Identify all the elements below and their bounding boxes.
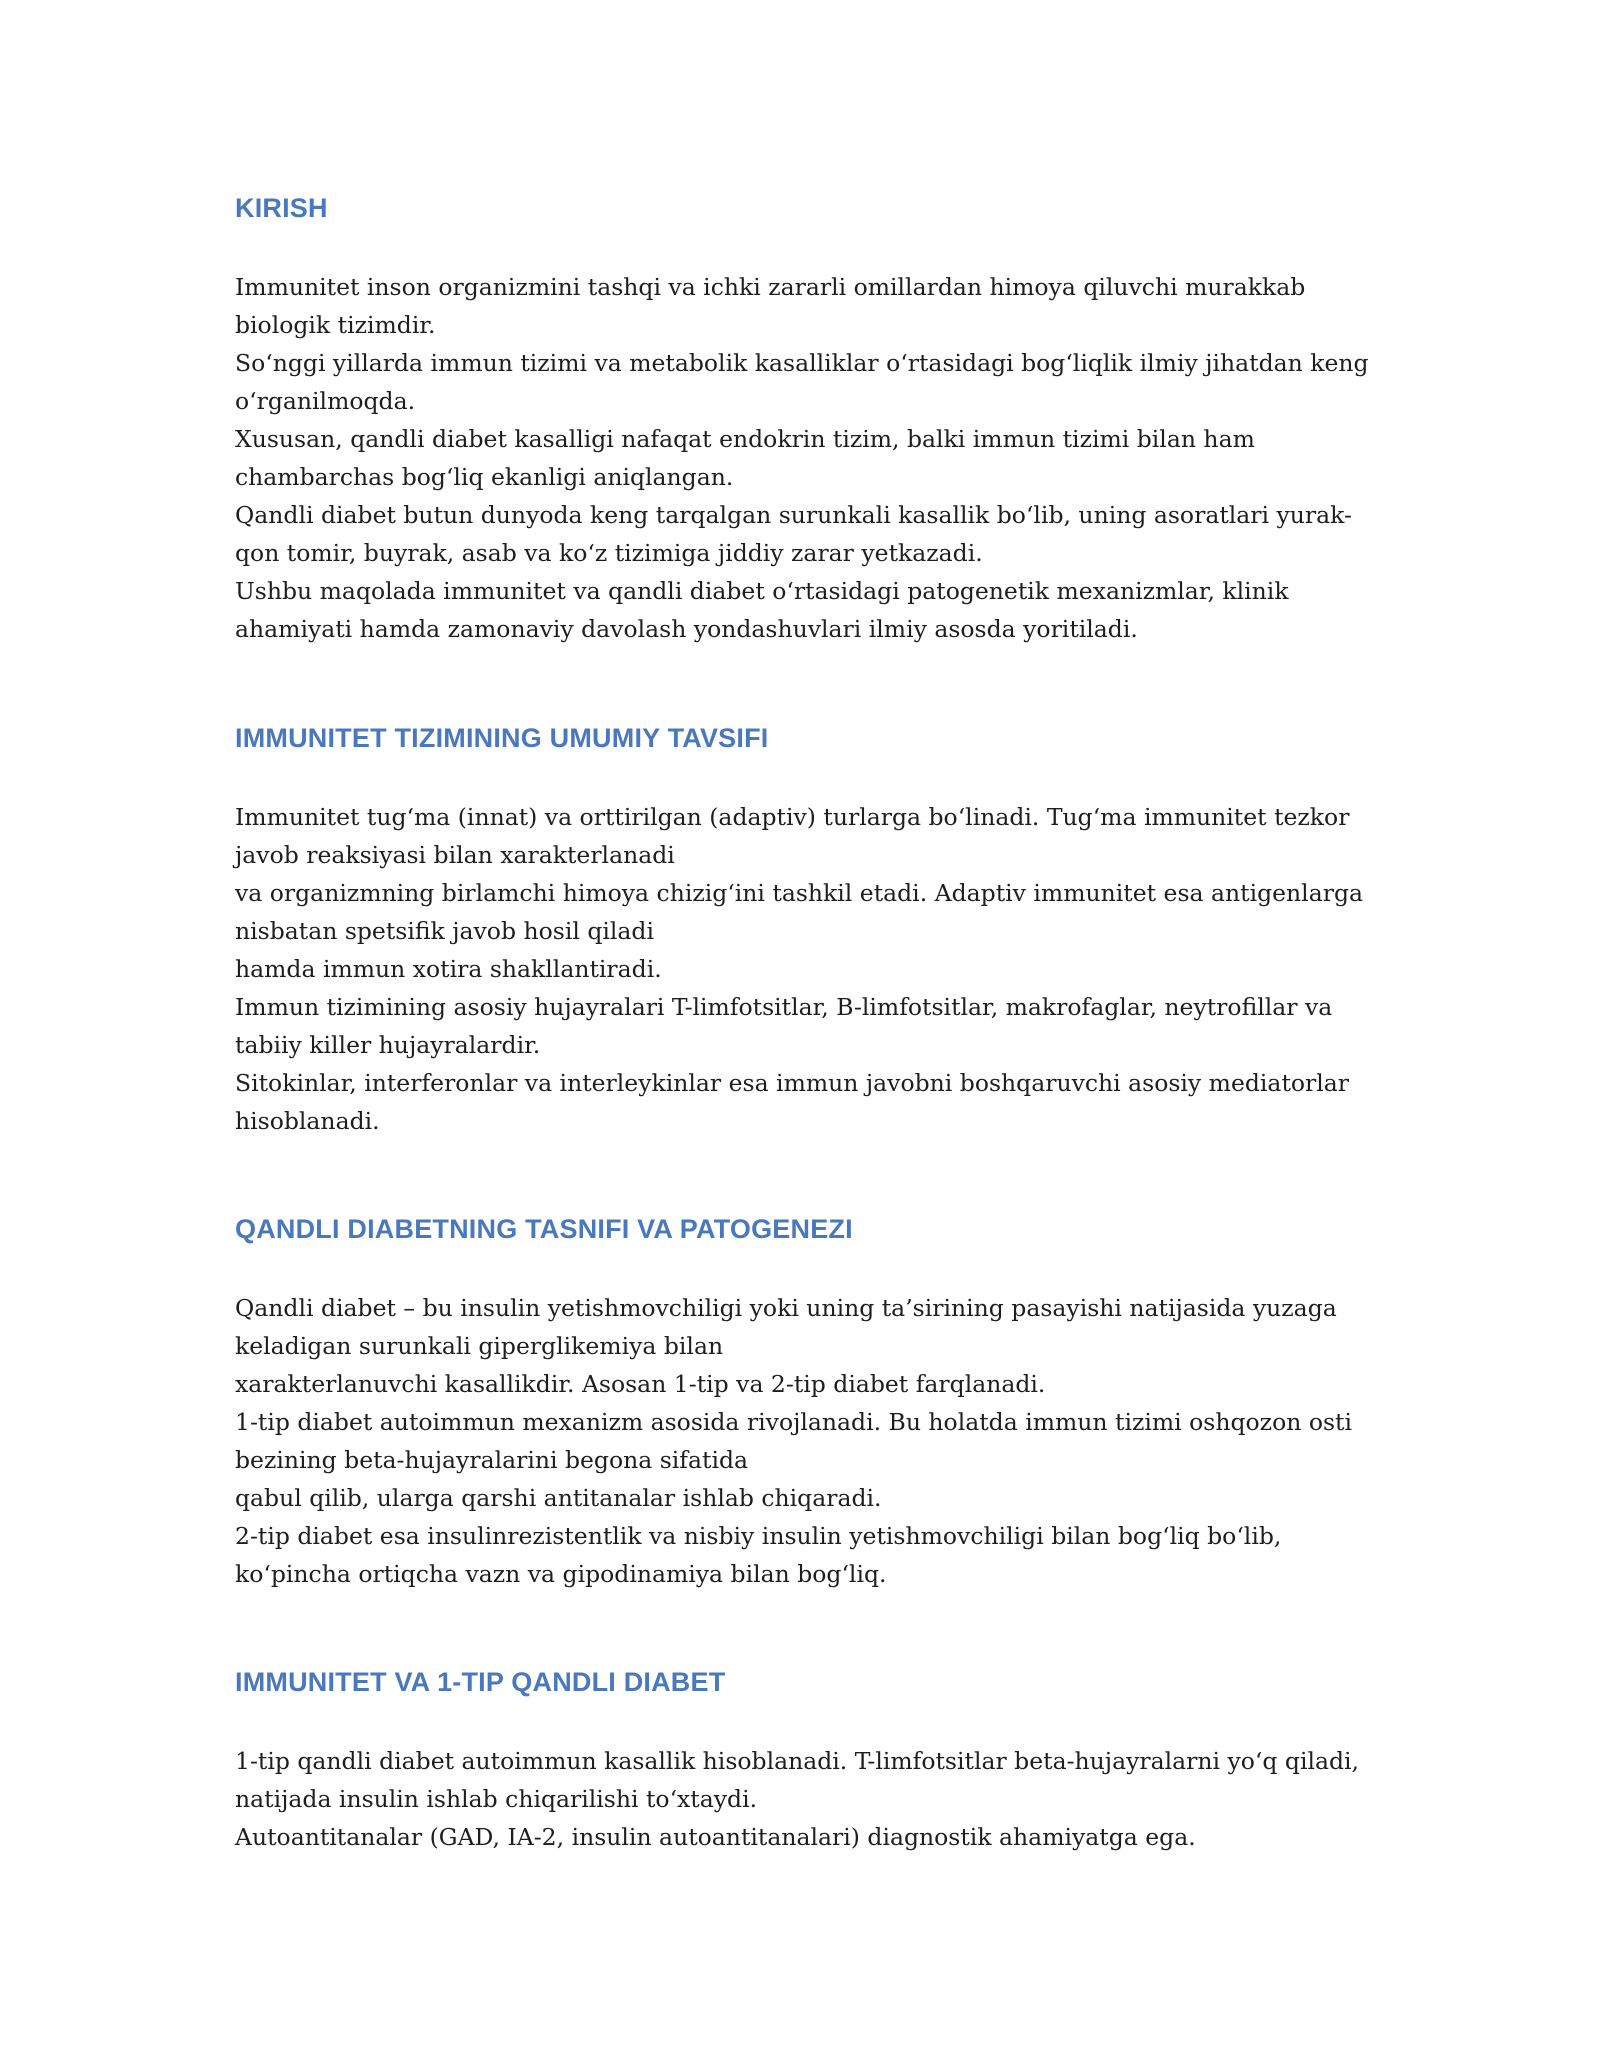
paragraph-line: Immun tizimining asosiy hujayralari T-limfotsitlar, B-limfotsitlar, makrofaglar, neytrofillar va bbox=[235, 993, 1333, 1021]
paragraph-line: Xususan, qandli diabet kasalligi nafaqat endokrin tizim, balki immun tizimi bilan ham bbox=[235, 425, 1255, 453]
section-immunitet-1-tip bbox=[235, 1666, 1359, 1856]
paragraph-line: keladigan surunkali giperglikemiya bilan bbox=[235, 1332, 724, 1360]
paragraph-line: qabul qilib, ularga qarshi antitanalar ishlab chiqaradi. bbox=[235, 1484, 882, 1512]
section-qandli-diabet-tasnifi bbox=[235, 1213, 1352, 1593]
paragraph-line: ahamiyati hamda zamonaviy davolash yondashuvlari ilmiy asosda yoritiladi. bbox=[235, 615, 1138, 643]
paragraph-line: ko‘pincha ortiqcha vazn va gipodinamiya bilan bog‘liq. bbox=[235, 1560, 887, 1588]
paragraph-line: xarakterlanuvchi kasallikdir. Asosan 1-tip va 2-tip diabet farqlanadi. bbox=[235, 1370, 1046, 1398]
paragraph-line: qon tomir, buyrak, asab va ko‘z tizimiga jiddiy zarar yetkazadi. bbox=[235, 539, 983, 567]
paragraph-line: hamda immun xotira shakllantiradi. bbox=[235, 955, 662, 983]
paragraph-line: Sitokinlar, interferonlar va interleykinlar esa immun javobni boshqaruvchi asosiy mediatorlar bbox=[235, 1069, 1350, 1097]
paragraph-line: Qandli diabet butun dunyoda keng tarqalgan surunkali kasallik bo‘lib, uning asoratlari yurak- bbox=[235, 501, 1352, 529]
paragraph-line: So‘nggi yillarda immun tizimi va metabolik kasalliklar o‘rtasidagi bog‘liqlik ilmiy jihatdan keng bbox=[235, 349, 1369, 377]
section-heading: IMMUNITET TIZIMINING UMUMIY TAVSIFI bbox=[235, 723, 769, 753]
paragraph-line: Qandli diabet – bu insulin yetishmovchiligi yoki uning ta’sirining pasayishi natijasida yuzaga bbox=[235, 1294, 1337, 1322]
paragraph-line: Ushbu maqolada immunitet va qandli diabet o‘rtasidagi patogenetik mexanizmlar, klinik bbox=[235, 577, 1289, 605]
section-immunitet-tizimi bbox=[235, 722, 1363, 1140]
section-body bbox=[235, 798, 1363, 1140]
paragraph-line: chambarchas bog‘liq ekanligi aniqlangan. bbox=[235, 463, 734, 491]
paragraph-line: Immunitet tug‘ma (innat) va orttirilgan (adaptiv) turlarga bo‘linadi. Tug‘ma immunitet tezkor bbox=[235, 803, 1350, 831]
paragraph-line: hisoblanadi. bbox=[235, 1107, 380, 1135]
section-heading: QANDLI DIABETNING TASNIFI VA PATOGENEZI bbox=[235, 1214, 853, 1244]
paragraph-line: 2-tip diabet esa insulinrezistentlik va nisbiy insulin yetishmovchiligi bilan bog‘liq bo‘lib, bbox=[235, 1522, 1282, 1550]
paragraph-line: va organizmning birlamchi himoya chizig‘ini tashkil etadi. Adaptiv immunitet esa antigenlarga bbox=[235, 879, 1363, 907]
paragraph-line: Immunitet inson organizmini tashqi va ichki zararli omillardan himoya qiluvchi murakkab bbox=[235, 273, 1306, 301]
paragraph-line: tabiiy killer hujayralardir. bbox=[235, 1031, 541, 1059]
paragraph-line: bezining beta-hujayralarini begona sifatida bbox=[235, 1446, 749, 1474]
section-kirish bbox=[235, 192, 1369, 648]
section-body bbox=[235, 1289, 1352, 1593]
paragraph-line: 1-tip qandli diabet autoimmun kasallik hisoblanadi. T-limfotsitlar beta-hujayralarni yo‘q qiladi, bbox=[235, 1747, 1360, 1775]
paragraph-line: 1-tip diabet autoimmun mexanizm asosida rivojlanadi. Bu holatda immun tizimi oshqozon osti bbox=[235, 1408, 1352, 1436]
paragraph-line: javob reaksiyasi bilan xarakterlanadi bbox=[235, 841, 675, 869]
section-heading: KIRISH bbox=[235, 193, 328, 223]
section-body bbox=[235, 268, 1369, 648]
section-heading: IMMUNITET VA 1-TIP QANDLI DIABET bbox=[235, 1667, 726, 1697]
paragraph-line: Autoantitanalar (GAD, IA-2, insulin autoantitanalari) diagnostik ahamiyatga ega. bbox=[235, 1823, 1196, 1851]
paragraph-line: nisbatan spetsifik javob hosil qiladi bbox=[235, 917, 654, 945]
paragraph-line: biologik tizimdir. bbox=[235, 311, 436, 339]
paragraph-line: o‘rganilmoqda. bbox=[235, 387, 416, 415]
paragraph-line: natijada insulin ishlab chiqarilishi to‘xtaydi. bbox=[235, 1785, 758, 1813]
section-body bbox=[235, 1742, 1359, 1856]
